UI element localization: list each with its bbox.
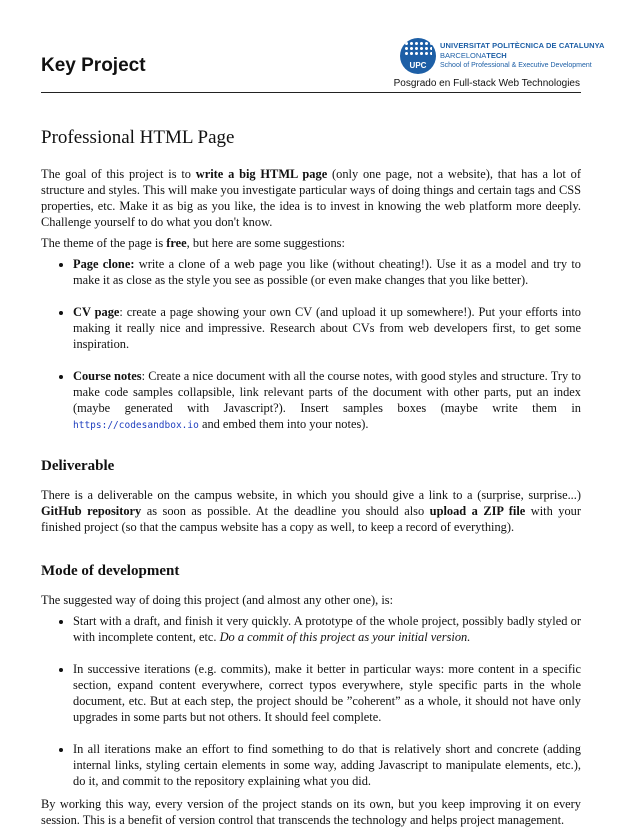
- theme-paragraph: The theme of the page is free, but here are some suggestions:: [41, 236, 345, 250]
- upc-logo: [400, 37, 605, 75]
- list-item: • Course notes: Create a nice document with all the course notes, with good styles and structure. Try to make code samples collapsible, link relevant parts of the document with other parts, put an index (maybe generated with Javascript?). Insert samples boxes (maybe write them in https://codesandbox.io and embed them into your notes).: [73, 368, 581, 434]
- header-title: Key Project: [41, 55, 146, 76]
- mode-heading: Mode of development: [41, 563, 180, 579]
- mode-list: [41, 613, 581, 789]
- codesandbox-link[interactable]: https://codesandbox.io: [73, 420, 199, 431]
- page-title: Professional HTML Page: [41, 127, 235, 148]
- document-body: [41, 120, 581, 833]
- logo-text: [440, 41, 605, 71]
- header-divider: [41, 92, 581, 93]
- mode-outro: By working this way, every version of the project stands on its own, but you keep improving it on every session. This is a benefit of version control that transcends the technology and helps project management.: [41, 797, 581, 827]
- list-item: • In all iterations make an effort to find something to do that is relatively short and concrete (adding internal links, styling certain elements in some way, adding Javascript to manipulate elements, etc.), do it, and commit to the repository explaining what you did.: [73, 741, 581, 789]
- mode-intro: The suggested way of doing this project (and almost any other one), is:: [41, 593, 394, 607]
- list-item: • In successive iterations (e.g. commits), make it better in particular ways: more content in a specific section, expand content everywhere, correct typos everywhere, style specific parts in the whole document, etc. But at each step, the project should be ”coherent” as a whole, it should not have only upgrades in some parts but not others. It should feel complete.: [73, 661, 581, 725]
- deliverable-heading: Deliverable: [41, 458, 115, 474]
- list-item: • CV page: create a page showing your own CV (and upload it up somewhere!). Put your efforts into making it really nice and impressive. Research about CVs from web developers first, to get some inspiration.: [73, 304, 581, 352]
- upc-logo-icon: [400, 38, 436, 74]
- deliverable-paragraph: There is a deliverable on the campus website, in which you should give a link to a (surprise, surprise...) GitHub repository as soon as possible. At the deadline you should also upload a ZIP file with your finished project (so that the campus website has a copy as well, to keep a record of everything).: [41, 488, 581, 534]
- course-name: Posgrado en Full-stack Web Technologies: [393, 78, 580, 89]
- logo-line-2: BARCELONATECH: [440, 51, 507, 60]
- logo-line-3: School of Professional & Executive Development: [440, 62, 592, 69]
- logo-line-1: UNIVERSITAT POLITÈCNICA DE CATALUNYA: [440, 41, 605, 50]
- suggestions-list: [41, 256, 581, 434]
- list-item: • Start with a draft, and finish it very quickly. A prototype of the whole project, possibly badly styled or with incomplete content, etc. Do a commit of this project as your initial version.: [73, 613, 581, 645]
- list-item: • Page clone: write a clone of a web page you like (without cheating!). Use it as a model and try to make it as close as the style you see as possible (or even make changes that you like better).: [73, 256, 581, 288]
- logo-abbr: UPC: [409, 61, 427, 70]
- intro-paragraph: The goal of this project is to write a big HTML page (only one page, not a website), that has a lot of structure and styles. This will make you investigate particular ways of doing things and certain tags and CSS properties, etc. Make it as big as you like, the idea is to invest in knowing the web platform more deeply. Challenge yourself to do what you don't know.: [41, 167, 581, 229]
